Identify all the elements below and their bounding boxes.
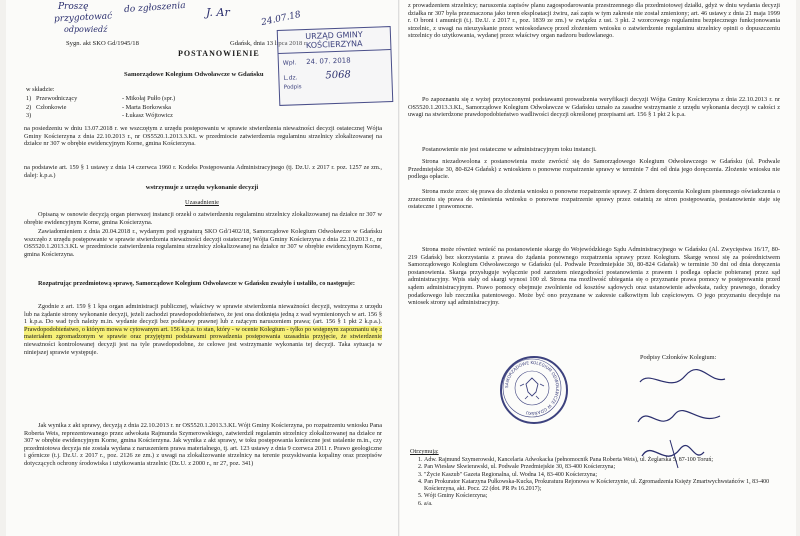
justification-p2-wrap <box>24 228 382 258</box>
right-p2: Po zapoznaniu się z wyżej przytoczonymi podstawami prowadzenia weryfikacji decyzji Wójta Gminy Kościerzyna z dnia 22.10.2013 r. nr OS5520.1.2013.3.KL, Samorządowe Kolegium Odwoławcze w Gdańsku uznało za zasadne wstrzymanie z urzędu wykonania decyzji w całości z uwagi na stwierdzone prawdopodobieństwo wadliwości decyzji określonej przepisami art. 156 § 1 pkt 2 k.p.a. <box>408 96 780 119</box>
member-role: Przewodniczący <box>36 95 78 102</box>
recipients-list <box>410 457 780 508</box>
composition-intro: w składzie: <box>26 86 55 93</box>
member-row <box>26 104 286 113</box>
justification-p4-b: nieważności kontrolowanej decyzji jest na tyle prawdopodobne, że celowe jest wstrzymanie wykonania tej decyzji. Taka sytuacja w niniejszej sprawie występuje. <box>24 340 382 356</box>
right-p4-wrap <box>408 158 780 181</box>
member-name: - Mikołaj Pułło (spr.) <box>122 95 176 102</box>
justification-p1: Opisaną w osnowie decyzją organ pierwszej instancji orzekł o zatwierdzeniu regulaminu strzelnicy zlokalizowanej na działce nr 307 w obrębie ewidencyjnym Korne, gmina Kościerzyna. <box>24 211 382 226</box>
recipient-item: 3. "Życie Kaszub" Gazeta Regionalna, ul. Wodna 14, 83-400 Kościerzyna; <box>424 472 780 479</box>
member-num: 1) <box>26 95 32 102</box>
case-signature: Sygn. akt SKO Gd/1945/18 <box>66 40 139 47</box>
member-row <box>26 95 286 104</box>
signature-2 <box>638 411 720 422</box>
handwritten-initials: J. Ar <box>206 6 230 19</box>
recipient-item: 2. Pan Wiesław Skwierawski, ul. Podwale Przedmiejskie 30, 83-400 Kościerzyna; <box>424 464 780 471</box>
page-right <box>400 0 796 536</box>
legal-basis: na podstawie art. 159 § 1 ustawy z dnia 14 czerwca 1960 r. Kodeks Postępowania Administracyjnego (tj. Dz.U. z 2017 r. poz. 1257 ze zm., dalej: k.p.a.) <box>24 164 382 179</box>
right-p6: Strona może również wnieść na postanowienie skargę do Wojewódzkiego Sądu Administracyjnego w Gdańsku (Al. Zwycięstwa 16/17, 80-219 Gdańsk) bez skorzystania z prawa do żądania ponownego rozpatrzenia sprawy przez Kolegium. Skargę wnosi się za pośrednictwem Samorządowego Kolegium Odwoławczego w Gdańsku (ul. Podwale Przedmiejskie 30, 80-824 Gdańsk) w terminie 30 dni od dnia doręczenia postanowienia. Skarga przysługuje wyłącznie pod zarzutem niezgodności postanowienia z prawem i podlega opłacie pobieranej przez sąd administracyjny. Wpis stały od skargi wynosi 100 zł. Strona ma możliwość ubiegania się o przyznanie prawa pomocy w postępowaniu przed sądem administracyjnym. Prawo pomocy obejmuje zwolnienie od kosztów sądowych oraz ustanowienie adwokata, radcy prawnego, doradcy podatkowego lub rzecznika patentowego. Może być ono przyznane w zakresie całkowitym lub częściowym. O jego przyznaniu decyduje na wniosek strony sąd administracyjny. <box>408 246 780 307</box>
right-p5-wrap <box>408 188 780 211</box>
recipients-title: Otrzymują: <box>410 448 439 455</box>
right-p2-wrap <box>408 96 780 119</box>
official-seal <box>500 356 568 424</box>
right-p1: z prowadzeniem strzelnicy; naruszenia zapisów planu zagospodarowania przestrzennego dla przedmiotowej działki, gdyż w dniu wydania decyzji działka nr 307 była przeznaczona jako teren eksploatacji żwiru, zaś zapis w tym zakresie nie został zmieniony; art. 46 ustawy z dnia 21 maja 1999 r. O broni i amunicji (t.j. Dz.U. z 2017 r., poz. 1839 ze zm.) w związku z ust. 3 pkt. 2 wzorcowego regulaminu bezpiecznego funkcjonowania strzelnic, z uwagi na nieuzyskanie przez wnioskodawcę przed złożeniem wniosku o zatwierdzenie regulaminu strzelnicy opinii o dopuszczeniu strzelnicy do użytkowania, wydanej przez właściwy organ nadzoru budowlanego. <box>408 2 780 40</box>
intro-paragraph: na posiedzeniu w dniu 13.07.2018 r. we wszczętym z urzędu postępowaniu w sprawie stwierdzenia nieważności decyzji ostatecznej Wójta Gminy Kościerzyna z dnia 22.10.2013 r., nr OS5520.1.2013.3.KL w przedmiocie zatwierdzenia regulaminu strzelnicy zlokalizowanej na działce nr 307 w obrębie ewidencyjnym Korne, gmina Kościerzyna. <box>24 125 382 148</box>
justification-title: Uzasadnienie <box>185 199 219 206</box>
signatures-label: Podpisy Członków Kolegium: <box>640 354 717 361</box>
justification-p1-wrap <box>24 211 382 226</box>
stamp-ldz-value: 5068 <box>325 69 352 82</box>
justification-p3: Rozpatrując przedmiotową sprawę, Samorządowe Kolegium Odwoławcze w Gdańsku zważyło i ustaliło, co następuje: <box>38 280 355 287</box>
registry-stamp <box>277 26 394 106</box>
member-num: 2) <box>26 103 32 111</box>
page-left <box>6 0 398 536</box>
seal-text: SAMORZĄDOWE KOLEGIUM ODWOŁAWCZE W GDAŃSKU <box>503 359 561 417</box>
member-name: - Łukasz Wójtowicz <box>122 112 173 120</box>
recipient-item: 6. a/a. <box>424 501 780 508</box>
recipient-item: 4. Pan Prokurator Katarzyna Pułkowska-Kucka, Prokuratura Rejonowa w Kościerzynie, ul. Zgromadzenia Księży Zmartwychwstańców 1, 83-400 Kościerzyna, akt. Pocz. 22 (dot. PR Ps 16.2017); <box>424 479 780 494</box>
document-title: POSTANOWIENIE <box>178 49 260 58</box>
stamp-wpl: Wpł. <box>282 59 297 67</box>
right-p6-wrap <box>408 246 780 307</box>
handwritten-date: 24.07.18 <box>260 9 302 29</box>
stamp-date: 24. 07. 2018 <box>305 56 351 67</box>
stamp-line1: URZĄD GMINY <box>305 30 363 42</box>
right-p3: Postanowienie nie jest ostateczne w administracyjnym toku instancji. <box>422 146 597 153</box>
recipient-item: 1. Adw. Rajmund Szymerowski, Kancelaria Adwokacka (pełnomocnik Pana Roberta Weis), ul. Żeglarska 5, 87-100 Toruń; <box>424 457 780 464</box>
handwritten-note-4: odpowiedź <box>64 25 108 34</box>
composition-list <box>26 95 286 121</box>
justification-p4-a: Zgodnie z art. 159 § 1 kpa organ administracji publicznej, właściwy w sprawie stwierdzenia nieważności decyzji, wstrzyma z urzędu lub na żądanie strony wykonanie decyzji, jeżeli zachodzi prawdopodobieństwo, że jest ona dotknięta jedną z wad wymienionych w art. 156 § 1 k.p.a. Do wad tych należy m.in. wydanie decyzji bez podstawy prawnej lub z rażącym naruszeniem prawa; (art. 156 § 1 pkt 2 k.p.a.). <box>24 303 382 326</box>
justification-p4-highlight: Prawdopodobieństwo, o którym mowa w cytowanym art. 156 k.p.a. to stan, który - w ocenie Kolegium - tylko po wstępnym zapoznaniu się z materiałem zgromadzonym w sprawie oraz przyjętymi podstawami prowadzenia postępowania uzasadnia przyjęcie, że stwierdzenie <box>24 325 382 341</box>
handwritten-note-1: Proszę <box>58 2 89 12</box>
justification-p3-wrap <box>24 280 382 288</box>
issuing-body: Samorządowe Kolegium Odwoławcze w Gdańsku <box>124 71 264 78</box>
member-role: Członkowie <box>36 103 67 111</box>
place-date: Gdańsk, dnia 13 lipca 2018 r. <box>230 40 308 47</box>
handwritten-note-2: przygotować <box>53 11 113 25</box>
stamp-ldz-label: L.dz. <box>283 74 298 82</box>
member-name: - Marta Borkowska <box>122 103 171 111</box>
member-row <box>26 112 286 121</box>
decision-text: wstrzymuje z urzędu wykonanie decyzji <box>145 184 259 191</box>
right-p1-wrap <box>408 2 780 40</box>
justification-p5-wrap <box>24 422 382 468</box>
seal-graphic <box>500 356 564 420</box>
stamp-line2: KOŚCIERZYNA <box>278 38 390 54</box>
justification-p2: Zawiadomieniem z dnia 20.04.2018 r., wydanym pod sygnaturą SKO Gd/1402/18, Samorządowe Kolegium Odwoławcze w Gdańsku wszczęło z urzędu postępowanie w sprawie stwierdzenia nieważności decyzji ostatecznej Wójta Gminy Kościerzyna z dnia 22.10.2013 r., nr OS5520.1.2013.3.KL w przedmiocie zatwierdzenia regulaminu strzelnicy zlokalizowanej na działce nr 307 w obrębie ewidencyjnym Korne, gmina Kościerzyna. <box>24 228 382 258</box>
justification-p4-wrap <box>24 303 382 356</box>
right-p5: Strona może zrzec się prawa do złożenia wniosku o ponowne rozpatrzenie sprawy. Z dniem doręczenia Kolegium pisemnego oświadczenia o zrzeczeniu się prawa do wniesienia wniosku o ponowne rozpatrzenie sprawy przez ostatnią ze stron postępowania, postanowienie staje się ostateczne i prawomocne. <box>408 188 780 211</box>
signature-1 <box>640 370 725 383</box>
stamp-podpis: Podpis <box>283 84 302 91</box>
right-p4: Strona niezadowolona z postanowienia może zwrócić się do Samorządowego Kolegium Odwoławczego w Gdańsku (ul. Podwale Przedmiejskie 30, 80-824 Gdańsk) z wnioskiem o ponowne rozpatrzenie sprawy w terminie 7 dni od dnia jego doręczenia. Złożenie wniosku nie podlega opłacie. <box>408 158 780 181</box>
member-num: 3) <box>26 112 32 120</box>
recipient-item: 5. Wójt Gminy Kościerzyna; <box>424 493 780 500</box>
handwritten-note-3: do zgłoszenia <box>123 0 186 16</box>
right-p3-wrap <box>408 146 780 154</box>
justification-p5: Jak wynika z akt sprawy, decyzją z dnia 22.10.2013 r. nr OS5520.1.2013.3.KL Wójt Gminy Kościerzyna, po rozpatrzeniu wniosku Pana Roberta Weis, reprezentowanego przez adwokata Rajmunda Szymerowskiego, zatwierdził regulamin strzelnicy zlokalizowanej na działce nr 307 w obrębie ewidencyjnym Korne, gmina Kościerzyna. Jak wynika z akt sprawy, w toku postępowania konieczne jest ustalenie m.in., czy przedmiotowa decyzja nie została wydana z naruszeniem prawa materialnego, tj. art. 123 ustawy z dnia 9 czerwca 2011 r. Prawo geologiczne i górnicze (t.j. Dz.U. z 2017 r., poz. 2126 ze zm.) z uwagi na zlokalizowanie strzelnicy na terenie pozyskiwania kopaliny oraz przepisów dotyczących ochrony środowiska i użytkowania strzelnic (Dz.U. z 2000 r., nr 27, poz. 341) <box>24 422 382 467</box>
